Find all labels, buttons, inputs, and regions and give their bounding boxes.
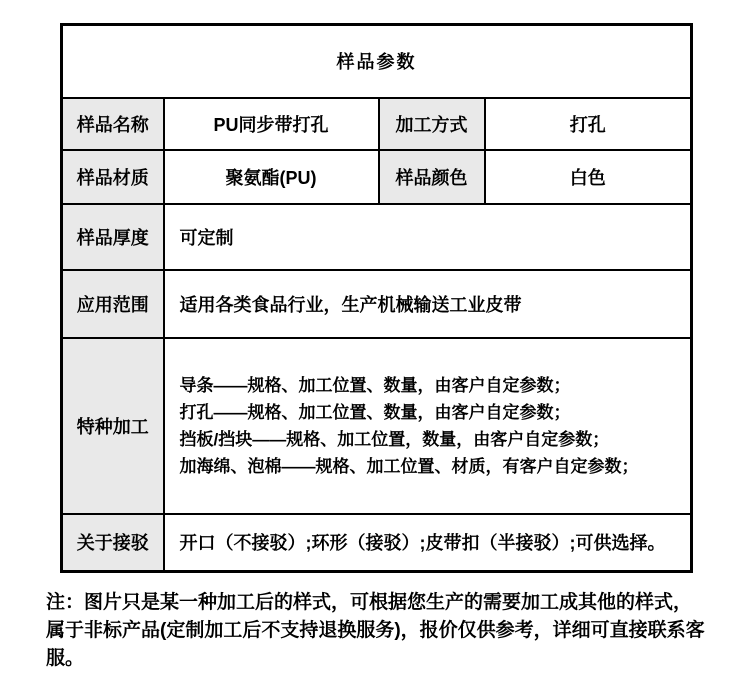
row-label-about-joining: 关于接驳 [62,514,164,572]
table-title-row [62,25,692,98]
row-label-sample-material: 样品材质 [62,150,164,204]
row-label-sample-color: 样品颜色 [379,150,485,204]
row-label-application-scope: 应用范围 [62,270,164,338]
special-processing-line-3: 挡板/挡块——规格、加工位置，数量，由客户自定参数； [179,429,610,449]
special-processing-line-1: 导条——规格、加工位置、数量，由客户自定参数； [179,375,571,395]
row-value-sample-color: 白色 [485,150,692,204]
special-processing-line-4: 加海绵、泡棉——规格、加工位置、材质，有客户自定参数； [179,456,639,476]
table-row [62,514,692,572]
row-value-sample-thickness: 可定制 [164,204,692,270]
row-value-sample-name: PU同步带打孔 [164,98,379,150]
row-label-sample-name: 样品名称 [62,98,164,150]
special-processing-line-2: 打孔——规格、加工位置、数量，由客户自定参数； [179,402,571,422]
table-row [62,270,692,338]
row-label-process-method: 加工方式 [379,98,485,150]
spec-table [60,23,693,573]
table-row [62,338,692,514]
row-value-about-joining: 开口（不接驳）;环形（接驳）;皮带扣（半接驳）;可供选择。 [164,514,692,572]
table-row [62,98,692,150]
row-value-application-scope: 适用各类食品行业，生产机械输送工业皮带 [164,270,692,338]
row-label-special-processing: 特种加工 [62,338,164,514]
row-value-special-processing [164,338,692,514]
table-title: 样品参数 [62,25,692,98]
table-row [62,204,692,270]
table-row [62,150,692,204]
footer-note: 注：图片只是某一种加工后的样式，可根据您生产的需要加工成其他的样式，属于非标产品(定制加工后不支持退换服务)，报价仅供参考，详细可直接联系客服。 [46,592,705,669]
row-value-process-method: 打孔 [485,98,692,150]
row-label-sample-thickness: 样品厚度 [62,204,164,270]
row-value-sample-material: 聚氨酯(PU) [164,150,379,204]
